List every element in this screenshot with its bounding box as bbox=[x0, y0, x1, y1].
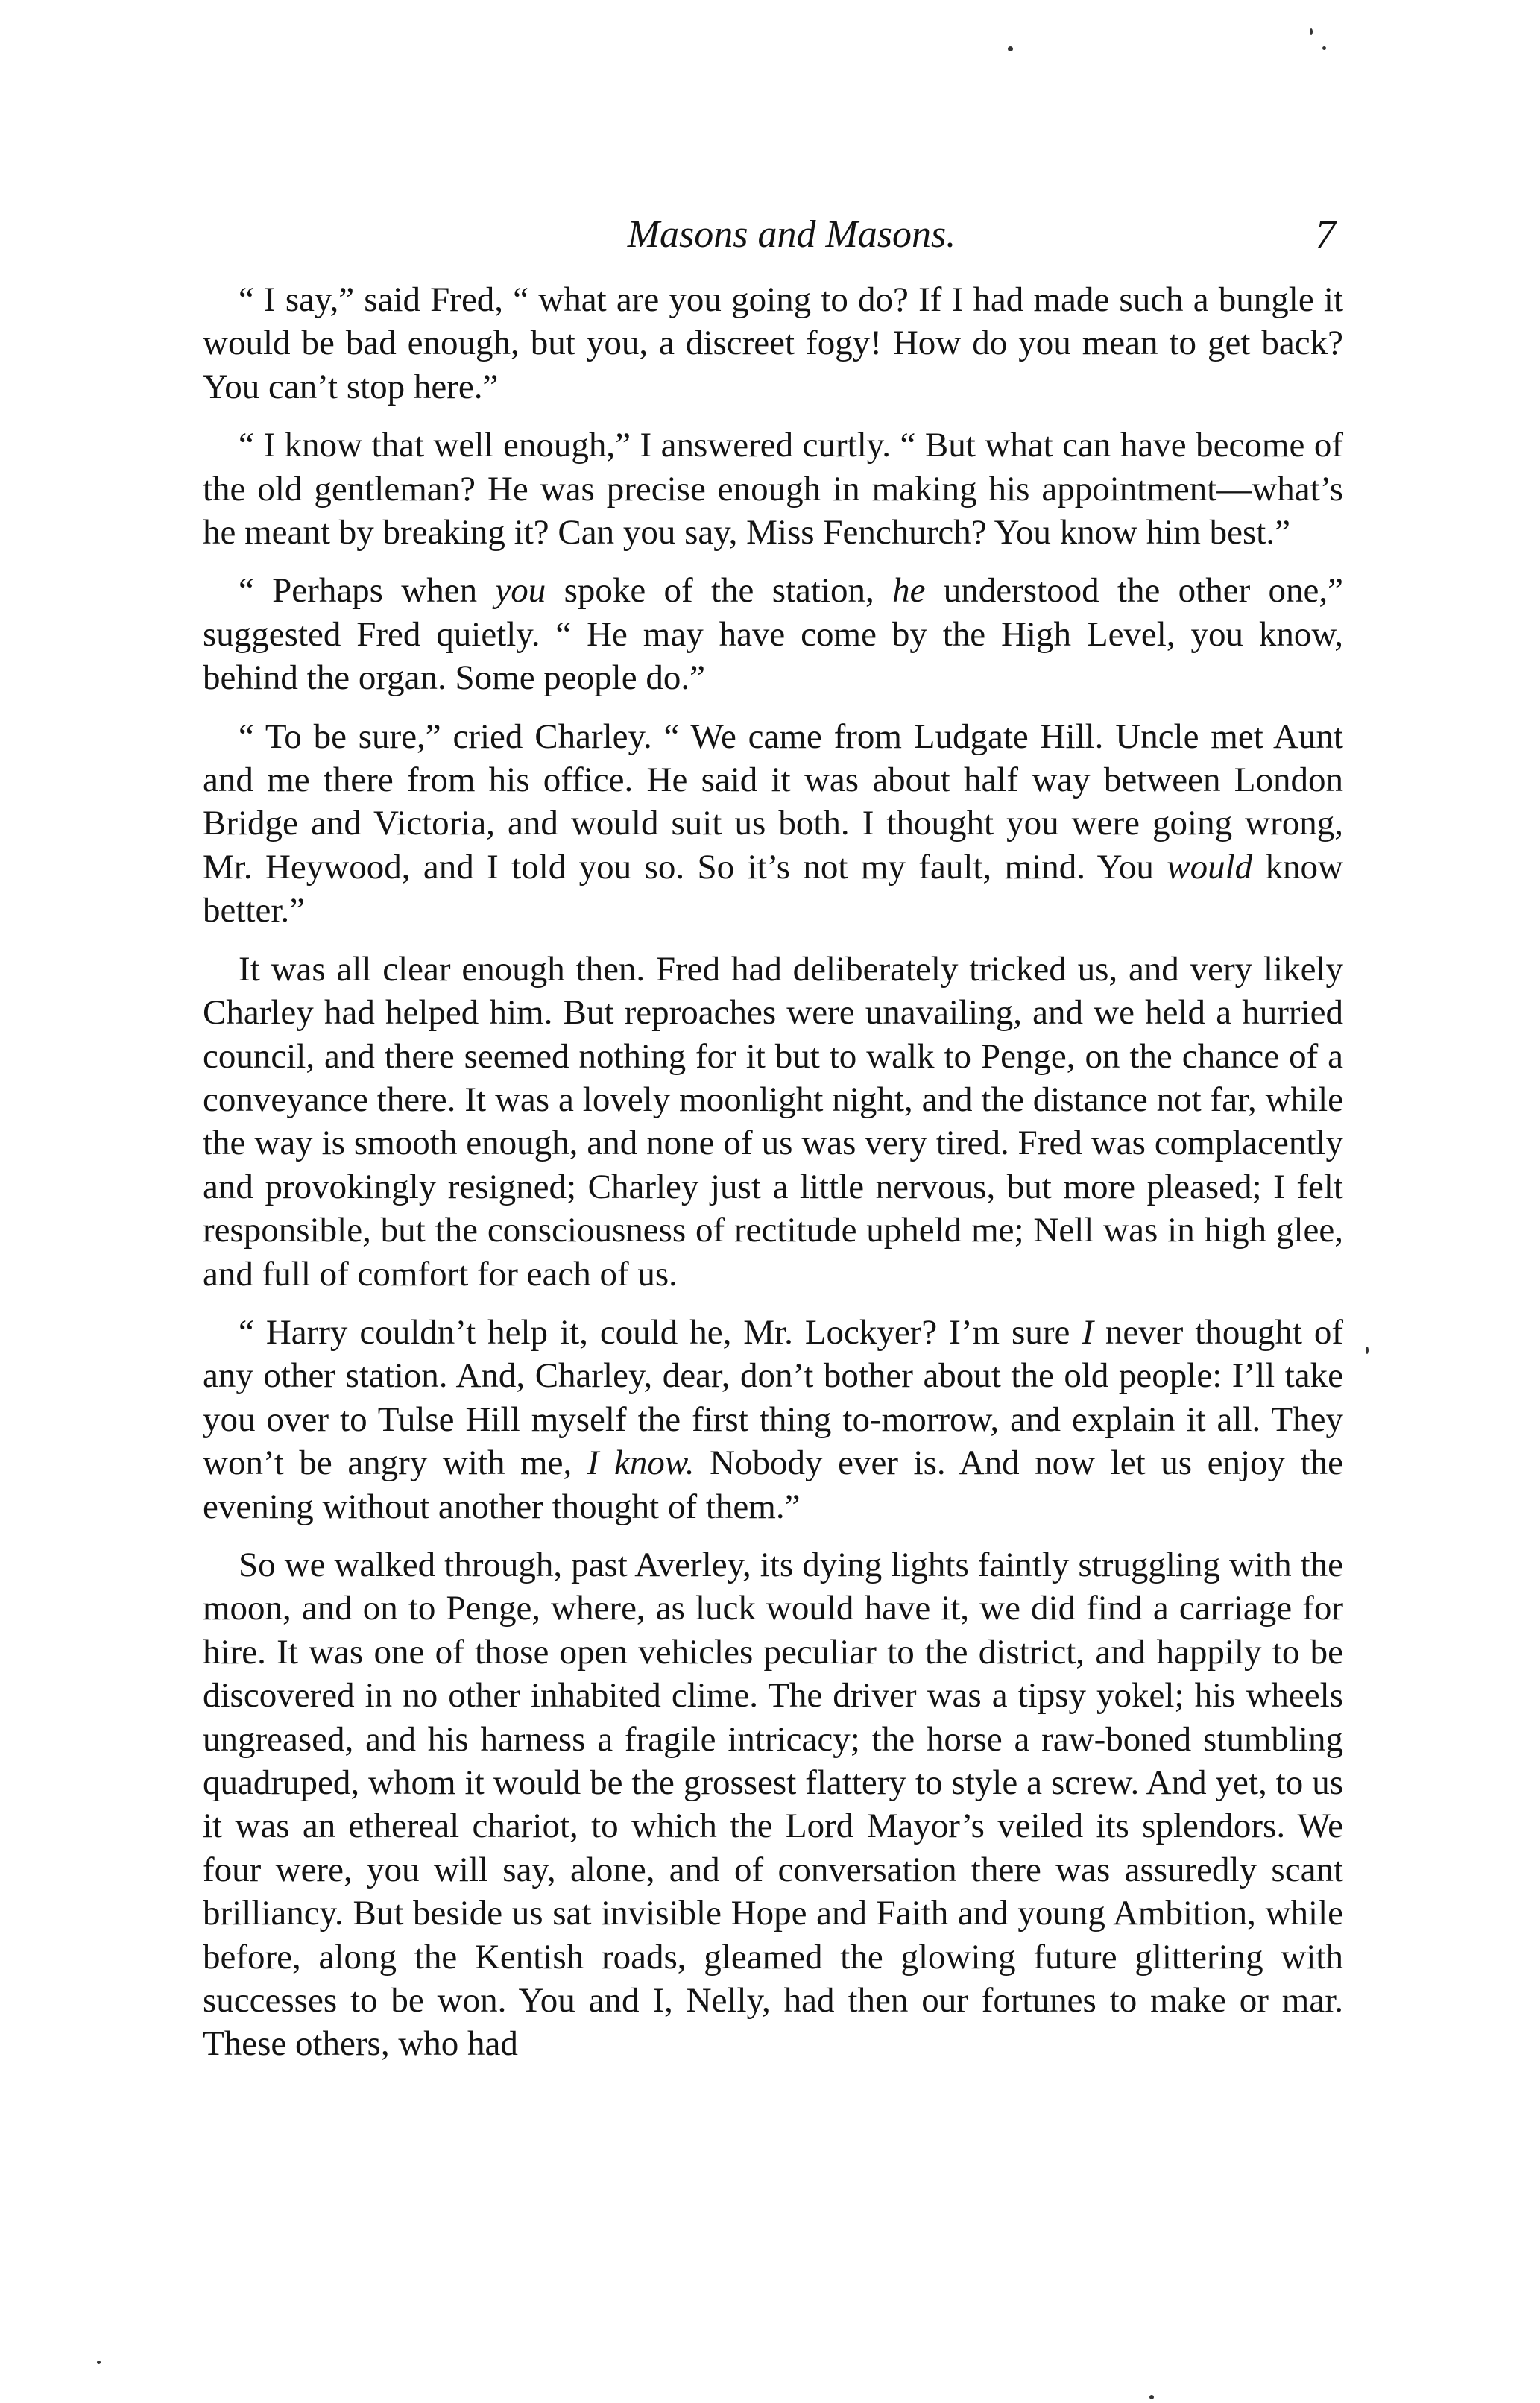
text-run: never thought of any other station. And, Charley, dear, don’t bother about the old people: I’ll take you over to Tulse Hill myself the first thing to-morrow, and explain it all. They won’t be angry with me, bbox=[203, 1312, 1343, 1483]
paragraph bbox=[203, 1543, 1343, 2066]
scan-speck bbox=[97, 2361, 101, 2364]
scan-speck bbox=[1008, 46, 1013, 51]
text-run: “ I know that well enough,” I answered curtly. “ But what can have become of the old gentleman? He was precise enough in making his appointment—what’s he meant by breaking it? Can you say, Miss Fenchurch? You know him best.” bbox=[203, 426, 1343, 552]
italic-run: would bbox=[1167, 847, 1253, 886]
italic-run: he bbox=[892, 571, 926, 611]
paragraph bbox=[203, 278, 1343, 409]
paragraph bbox=[203, 569, 1343, 699]
text-run: “ Perhaps when bbox=[239, 571, 496, 611]
italic-run: I know. bbox=[587, 1443, 695, 1483]
italic-run: you bbox=[495, 571, 546, 611]
scan-speck bbox=[1366, 1347, 1369, 1354]
text-run: Nobody ever is. And now let us enjoy the evening without another thought of them.” bbox=[203, 1443, 1344, 1526]
text-run: “ To be sure,” cried Charley. “ We came from Ludgate Hill. Uncle met Aunt and me there from his office. He said it was about half way between London Bridge and Victoria, and would suit us both. I thought you were going wrong, Mr. Heywood, and I told you so. So it’s not my fault, mind. You bbox=[203, 717, 1343, 886]
text-run: It was all clear enough then. Fred had deliberately tricked us, and very likely Charley had helped him. But reproaches were unavailing, and we held a hurried council, and there seemed nothing for it but to walk to Penge, on the chance of a conveyance there. It was a lovely moonlight night, and the distance not far, while the way is smooth enough, and none of us was very tired. Fred was complacently and provokingly resigned; Charley just a little nervous, but more pleased; I felt responsible, but the consciousness of rectitude upheld me; Nell was in high glee, and full of comfort for each of us. bbox=[203, 949, 1343, 1294]
scan-speck bbox=[1149, 2395, 1154, 2399]
text-run: spoke of the station, bbox=[546, 571, 893, 611]
text-run: know better.” bbox=[203, 847, 1343, 930]
running-head bbox=[203, 209, 1351, 261]
running-title: Masons and Masons. bbox=[627, 213, 956, 256]
paragraph bbox=[203, 948, 1343, 1296]
body-text bbox=[203, 278, 1343, 2081]
page-number: 7 bbox=[1315, 212, 1336, 258]
scan-speck bbox=[1310, 28, 1313, 35]
paragraph bbox=[203, 715, 1343, 933]
text-run: “ I say,” said Fred, “ what are you going to do? If I had made such a bungle it would be bad enough, but you, a discreet fogy! How do you mean to get back? You can’t stop here.” bbox=[203, 280, 1343, 406]
paragraph bbox=[203, 423, 1343, 554]
paragraph bbox=[203, 1311, 1343, 1528]
italic-run: I bbox=[1082, 1312, 1094, 1352]
scan-speck bbox=[1322, 46, 1326, 50]
text-run: understood the other one,” suggested Fred quietly. “ He may have come by the High Level, you know, behind the organ. Some people do.” bbox=[203, 571, 1344, 698]
text-run: So we walked through, past Averley, its dying lights faintly struggling with the moon, and on to Penge, where, as luck would have it, we did find a carriage for hire. It was one of those open vehicles peculiar to the district, and happily to be discovered in no other inhabited clime. The driver was a tipsy yokel; his wheels ungreased, and his harness a fragile intricacy; the horse a raw-boned stumbling quadruped, whom it would be the grossest flattery to style a screw. And yet, to us it was an ethereal chariot, to which the Lord Mayor’s veiled its splendors. We four were, you will say, alone, and of conversation there was assuredly scant brilliancy. But beside us sat invisible Hope and Faith and young Ambition, while before, along the Kentish roads, gleamed the glowing future glittering with successes to be won. You and I, Nelly, had then our fortunes to make or mar. These others, who had bbox=[203, 1545, 1343, 2064]
text-run: “ Harry couldn’t help it, could he, Mr. Lockyer? I’m sure bbox=[239, 1312, 1082, 1352]
